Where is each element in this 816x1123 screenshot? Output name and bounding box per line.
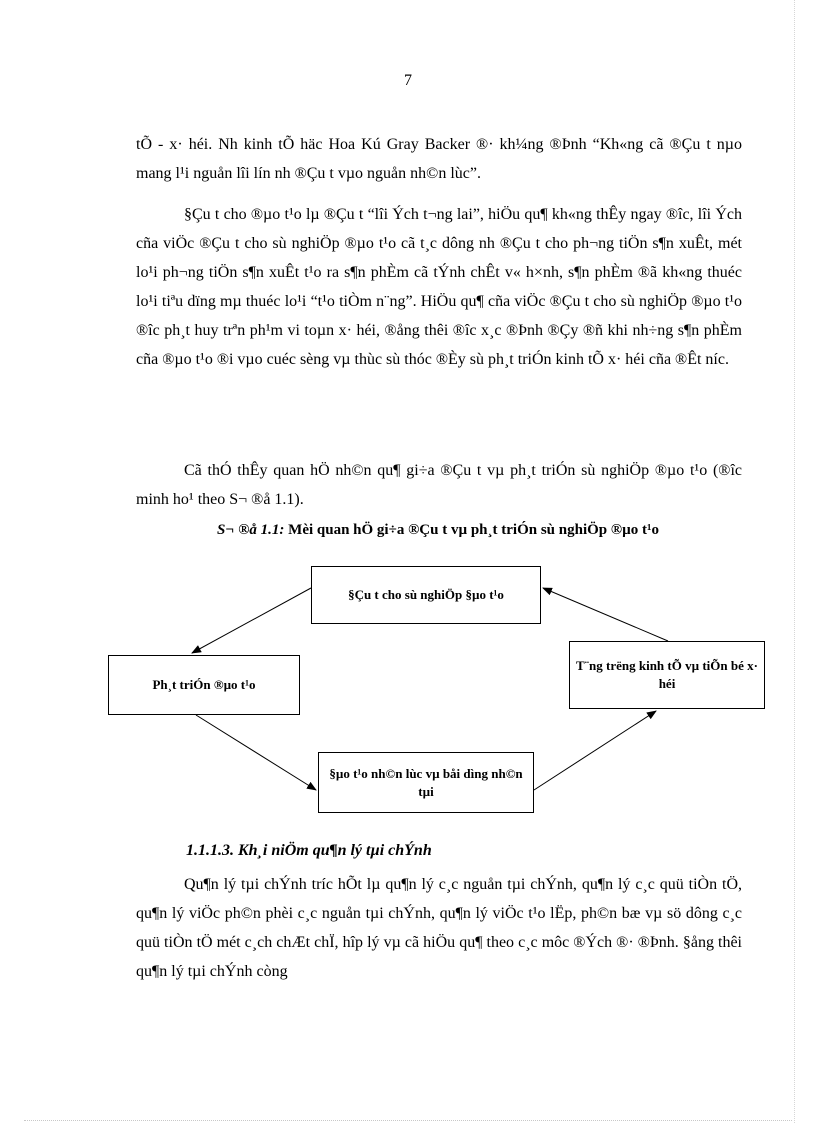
arrow-right-to-top (543, 588, 668, 641)
diagram-box-training-development (108, 655, 300, 715)
arrow-left-to-bottom (196, 715, 316, 790)
diagram-box-economic-growth (569, 641, 765, 709)
section-heading: 1.1.1.3. Kh¸i niÖm qu¶n lý tµi chÝnh (186, 842, 432, 859)
paragraph-2: §Çu t cho ®µo t¹o lµ ®Çu t “lîi Ých t¬ng lai”, hiÖu qu¶ kh«ng thÊy ngay ®îc, lîi Ých cña viÖc ®Çu t cho sù nghiÖp ®µo t¹o cã t¸c dông nh ®Çu t cho ph¬ng tiÖn s¶n xuÊt, mét lo¹i ph¬ng tiÖn s¶n xuÊt t¹o ra s¶n phÈm cã tÝnh chÊt v« h×nh, s¶n phÈm ®ã kh«ng thuéc lo¹i tiªu dïng mµ thuéc lo¹i “t¹o tiÒm n¨ng”. HiÖu qu¶ cña viÖc ®Çu t cho sù nghiÖp ®µo t¹o ®îc ph¸t huy trªn ph¹m vi toµn x· héi, ®ång thêi ®îc x¸c ®Þnh ®Çy ®ñ khi nh÷ng s¶n phÈm cña ®µo t¹o ®i vµo cuéc sèng vµ thùc sù thóc ®Èy sù ph¸t triÓn kinh tÕ x· héi cña ®Êt níc. (136, 206, 742, 368)
paragraph-1: tÕ - x· héi. Nh kinh tÕ häc Hoa Kú Gray Backer ®· kh¼ng ®Þnh “Kh«ng cã ®Çu t nµo mang l¹i nguån lîi lín nh ®Çu t vµo nguån nh©n lùc”. (136, 136, 742, 182)
page-right-edge (794, 0, 795, 1123)
arrow-top-to-left (192, 588, 311, 653)
diagram-caption-lead: S¬ ®å 1.1: (217, 522, 285, 538)
diagram-caption-text: Mèi quan hÖ gi÷a ®Çu t vµ ph¸t triÓn sù nghiÖp ®µo t¹o (284, 522, 659, 538)
page-bottom-divider (24, 1120, 792, 1121)
arrow-bottom-to-right (534, 711, 656, 790)
paragraph-3: Cã thÓ thÊy quan hÖ nh©n qu¶ gi÷a ®Çu t vµ ph¸t triÓn sù nghiÖp ®µo t¹o (®îc minh ho¹ theo S¬ ®å 1.1). (136, 462, 742, 508)
diagram-box-investment (311, 566, 541, 624)
diagram-box-human-resources-label: §µo t¹o nh©n lùc vµ båi dìng nh©n tµi (329, 765, 523, 799)
diagram-box-economic-growth-label: T¨ng trëng kinh tÕ vµ tiÕn bé x· héi (576, 658, 758, 691)
page-number: 7 (404, 72, 412, 89)
diagram-box-investment-label: §Çu t cho sù nghiÖp §µo t¹o (348, 587, 504, 602)
diagram-box-human-resources (318, 752, 534, 813)
paragraph-4: Qu¶n lý tµi chÝnh tríc hÕt lµ qu¶n lý c¸c nguån tµi chÝnh, qu¶n lý c¸c quü tiÒn tÖ, qu¶n lý viÖc ph©n phèi c¸c nguån tµi chÝnh, qu¶n lý viÖc t¹o lËp, ph©n bæ vµ sö dông c¸c quü tiÒn tÖ mét c¸ch chÆt chÏ, hîp lý vµ cã hiÖu qu¶ theo c¸c môc ®Ých ®· ®Þnh. §ång thêi qu¶n lý tµi chÝnh còng (136, 876, 742, 980)
diagram-box-training-development-label: Ph¸t triÓn ®µo t¹o (152, 677, 256, 692)
